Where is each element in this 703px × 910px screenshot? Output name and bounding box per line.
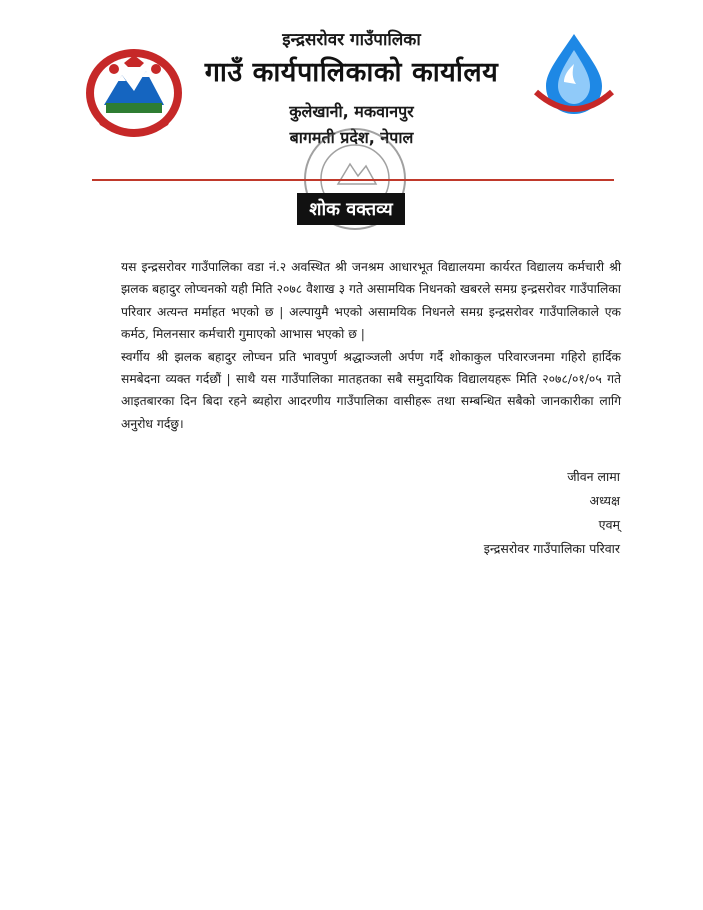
signatory-name: जीवन लामा	[567, 469, 620, 484]
notice-paragraph-1: यस इन्द्रसरोवर गाउँपालिका वडा नं.२ अवस्थित श्री जनश्रम आधारभूत विद्यालयमा कार्यरत विद्यालय कर्मचारी श्री झलक बहादुर लोप्चनको यही मिति २०७८ वैशाख ३ गते असामयिक निधनको खबरले समग्र इन्द्रसरोवर गाउँपालिका परिवार अत्यन्त मर्माहत भएको छ | अल्पायुमै भएको असामयिक निधनले समग्र इन्द्रसरोवर गाउँपालिकाले एक कर्मठ, मिलनसार कर्मचारी गुमाएको आभास भएको छ |	[121, 260, 621, 342]
municipality-name: इन्द्रसरोवर गाउँपालिका	[282, 30, 421, 50]
office-province: बागमती प्रदेश, नेपाल	[289, 128, 414, 147]
signatory-title: अध्यक्ष	[589, 493, 620, 508]
notice-paragraph-2: स्वर्गीय श्री झलक बहादुर लोप्चन प्रति भावपुर्ण श्रद्धाञ्जली अर्पण गर्दै शोकाकुल परिवारजनमा गहिरो हार्दिक समबेदना व्यक्त गर्दछौं | साथै यस गाउँपालिका मातहतका सबै समुदायिक विद्यालयहरू मिति २०७८/०१/०५ गते आइतबारका दिन बिदा रहने ब्यहोरा आदरणीय गाउँपालिका वासीहरू तथा सम्बन्धित सबैको जानकारीका लागि अनुरोध गर्दछु।	[121, 349, 621, 431]
office-location: कुलेखानी, मकवानपुर	[289, 102, 414, 121]
notice-body	[121, 256, 621, 435]
notice-heading: शोक वक्तव्य	[297, 193, 405, 225]
office-title: गाउँ कार्यपालिकाको कार्यालय	[204, 57, 499, 88]
signatory-conjunction: एवम्	[598, 517, 620, 532]
header-divider	[92, 179, 614, 181]
signatory-organization: इन्द्रसरोवर गाउँपालिका परिवार	[483, 541, 620, 556]
